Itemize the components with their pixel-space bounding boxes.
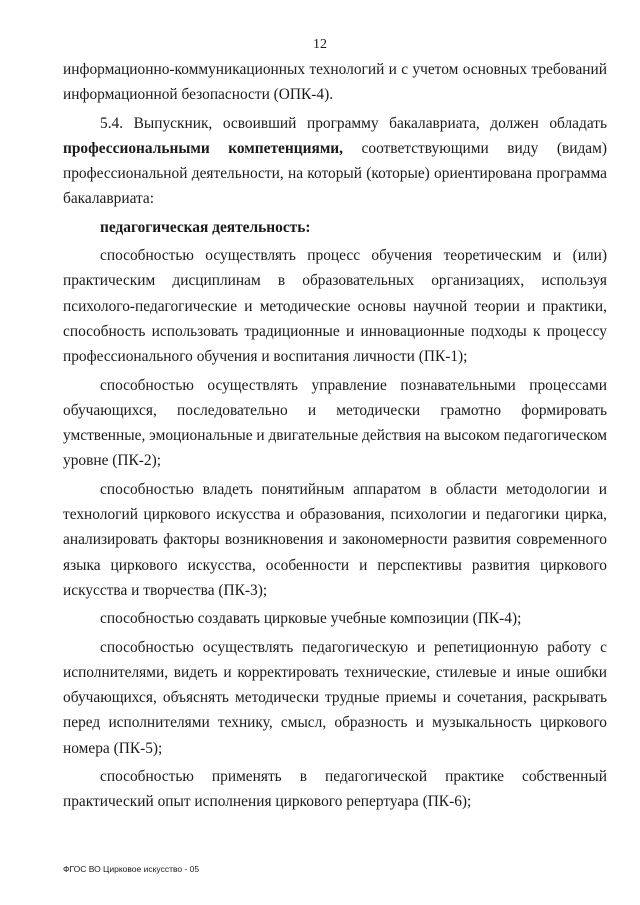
activity-heading: педагогическая деятельность: xyxy=(100,218,311,236)
competency-pk3: способностью владеть понятийным аппаратом в области методологии и технологий циркового искусства и образования, психологии и педагогики цирка, анализировать факторы возникновения и закономерности развития современного языка циркового искусства, особенности и перспективы развития циркового искусства и творчества (ПК-3); xyxy=(63,480,607,599)
page-footer: ФГОС ВО Цирковое искусство - 05 xyxy=(63,864,200,874)
competency-pk4: способностью создавать цирковые учебные композиции (ПК-4); xyxy=(100,610,522,628)
professional-competencies-term: профессиональными компетенциями, xyxy=(63,139,344,157)
paragraph-5-4 xyxy=(63,111,607,212)
competency-pk1: способностью осуществлять процесс обучения теоретическим и (или) практическим дисциплинам в образовательных организациях, используя психолого-педагогические и методические основы научной теории и практики, способность использовать традиционные и инновационные подходы к процессу профессионального обучения и воспитания личности (ПК-1); xyxy=(63,247,607,366)
competency-pk2: способностью осуществлять управление познавательными процессами обучающихся, последовательно и методически грамотно формировать умственные, эмоциональные и двигательные действия на высоком педагогическом уровне (ПК-2); xyxy=(63,376,607,470)
paragraph-5-4-intro: 5.4. Выпускник, освоивший программу бакалавриата, должен обладать xyxy=(100,114,607,132)
competency-pk5: способностью осуществлять педагогическую и репетиционную работу с исполнителями, видеть и корректировать технические, стилевые и иные ошибки обучающихся, объяснять методически трудные приемы и сочетания, раскрывать перед исполнителями технику, смысл, образность и музыкальность циркового номера (ПК-5); xyxy=(63,638,607,757)
document-body xyxy=(63,57,607,818)
paragraph-5-4-rest: соответствующими виду (видам) профессиональной деятельности, на который (которые) ориентирована программа бакалавриата: xyxy=(63,139,607,208)
page-number: 12 xyxy=(313,37,327,52)
competency-pk6: способностью применять в педагогической практике собственный практический опыт исполнения циркового репертуара (ПК-6); xyxy=(63,768,607,811)
paragraph-opk4-continuation: информационно-коммуникационных технологий и с учетом основных требований информационной безопасности (ОПК-4). xyxy=(63,61,607,104)
